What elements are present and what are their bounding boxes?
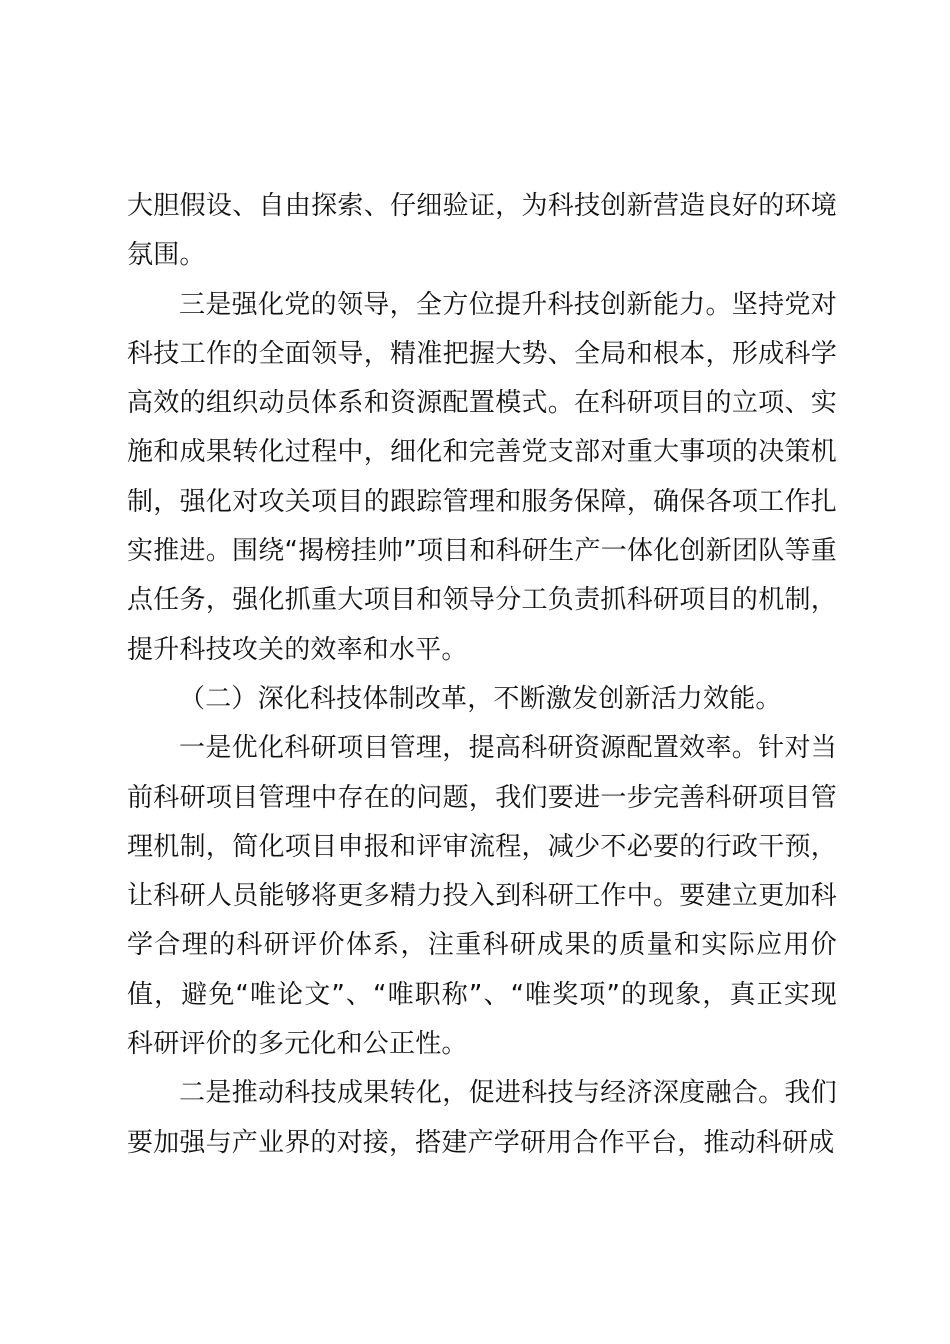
section-heading-reform: （二）深化科技体制改革，不断激发创新活力效能。 bbox=[179, 683, 782, 714]
paragraph-project-management: 一是优化科研项目管理，提高科研资源配置效率。针对当前科研项目管理中存在的问题，我们要进一步完善科研项目管理机制，简化项目申报和评审流程，减少不必要的行政干预，让科研人员能够将更多精力投入到科研工作中。要建立更加科学合理的科研评价体系，注重科研成果的质量和实际应用价值，避免“唯论文”、“唯职称”、“唯奖项”的现象，真正实现科研评价的多元化和公正性。 bbox=[127, 733, 837, 1060]
document-body bbox=[127, 182, 837, 1168]
paragraph-continuation: 大胆假设、自由探索、仔细验证，为科技创新营造良好的环境氛围。 bbox=[127, 191, 837, 271]
paragraph-party-leadership: 三是强化党的领导，全方位提升科技创新能力。坚持党对科技工作的全面领导，精准把握大势、全局和根本，形成科学高效的组织动员体系和资源配置模式。在科研项目的立项、实施和成果转化过程中，细化和完善党支部对重大事项的决策机制，强化对攻关项目的跟踪管理和服务保障，确保各项工作扎实推进。围绕“揭榜挂帅”项目和科研生产一体化创新团队等重点任务，强化抓重大项目和领导分工负责抓科研项目的机制，提升科技攻关的效率和水平。 bbox=[127, 289, 837, 665]
paragraph-achievement-transfer: 二是推动科技成果转化，促进科技与经济深度融合。我们要加强与产业界的对接，搭建产学研用合作平台，推动科研成 bbox=[127, 1078, 837, 1158]
